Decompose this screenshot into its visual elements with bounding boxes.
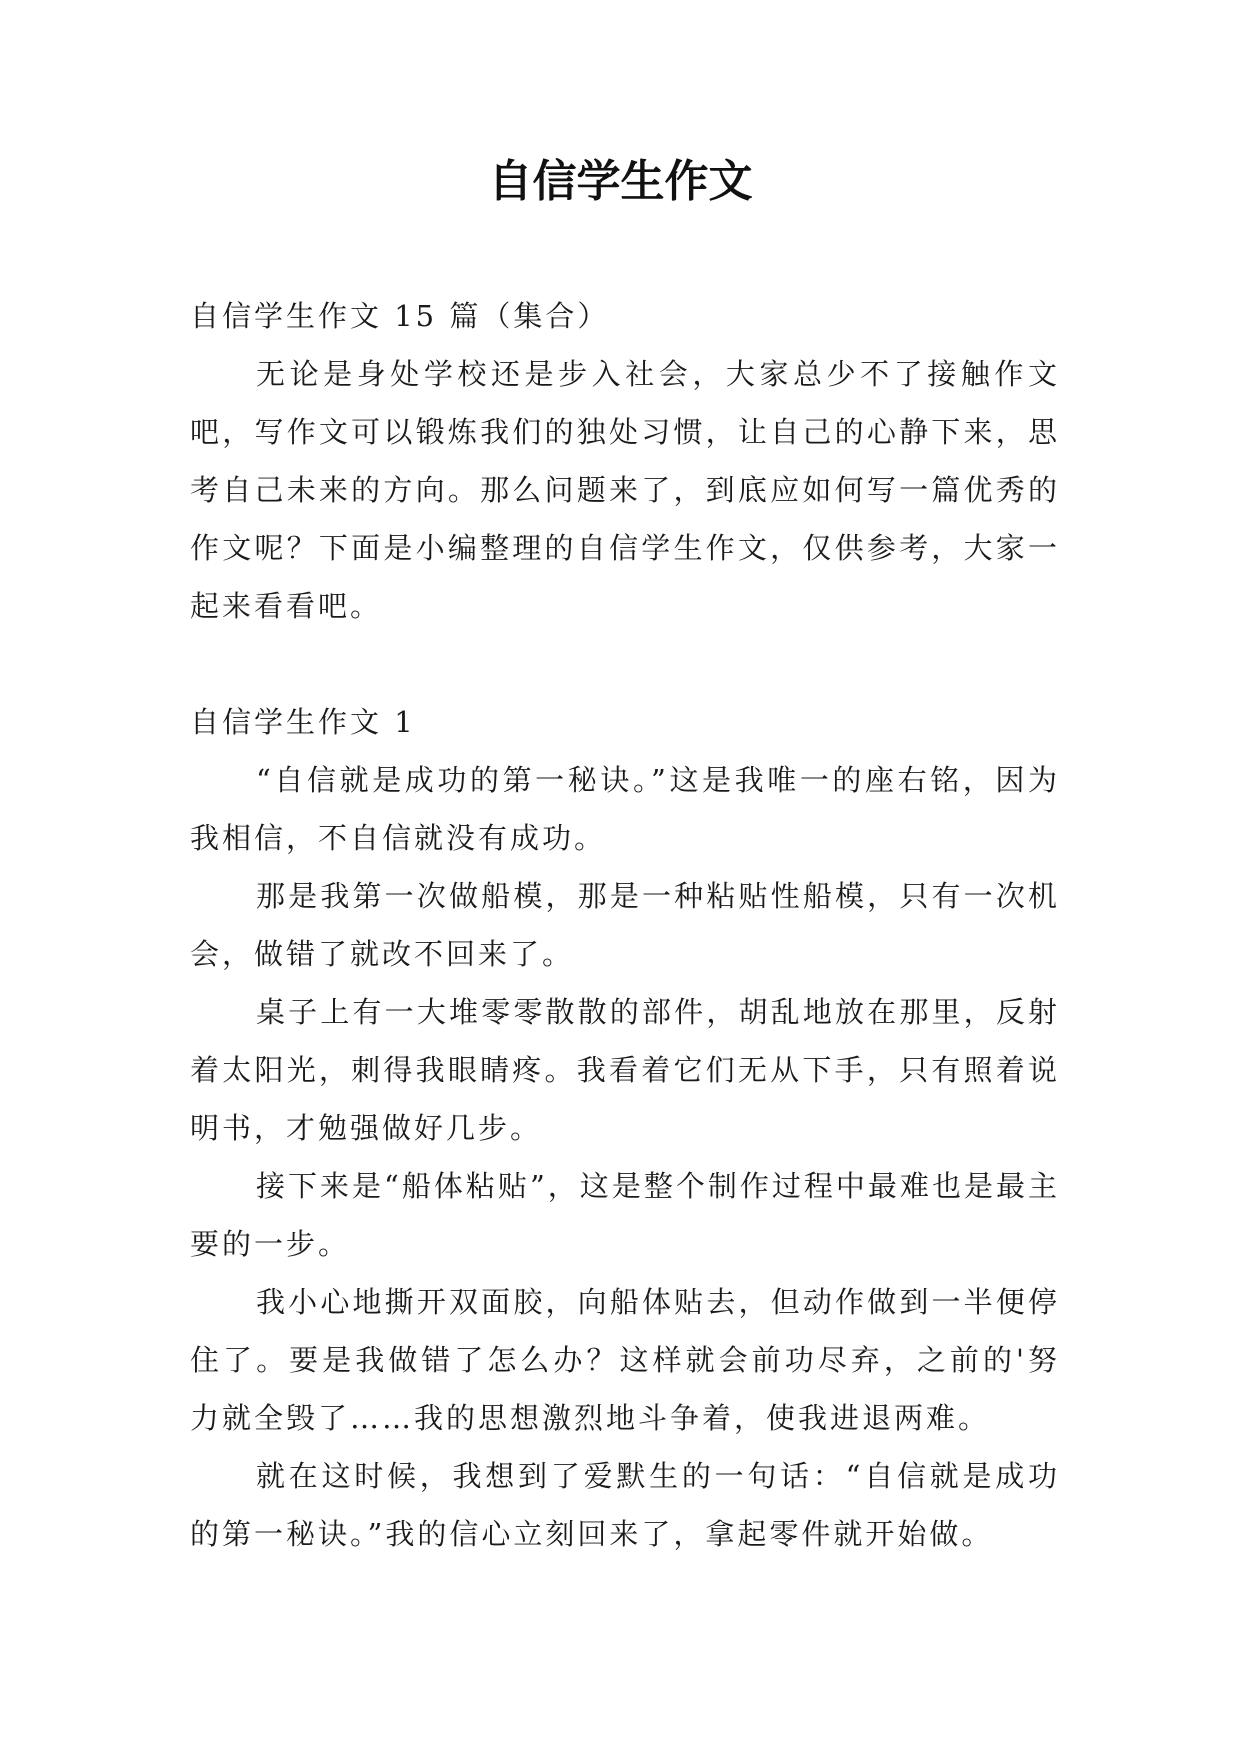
essay-1-paragraph: 就在这时候，我想到了爱默生的一句话：“自信就是成功的第一秘诀。”我的信心立刻回来了，拿起零件就开始做。: [190, 1459, 1060, 1551]
intro-paragraph: 无论是身处学校还是步入社会，大家总少不了接触作文吧，写作文可以锻炼我们的独处习惯，让自己的心静下来，思考自己未来的方向。那么问题来了，到底应如何写一篇优秀的作文呢？下面是小编整理的自信学生作文，仅供参考，大家一起来看看吧。: [190, 357, 1060, 623]
document-body: [190, 287, 1060, 1563]
essay-1-paragraph: 那是我第一次做船模，那是一种粘贴性船模，只有一次机会，做错了就改不回来了。: [190, 879, 1060, 971]
essay-1-paragraph: “自信就是成功的第一秘诀。”这是我唯一的座右铭，因为我相信，不自信就没有成功。: [190, 763, 1060, 855]
essay-1-heading: 自信学生作文 1: [190, 705, 416, 739]
collection-subtitle: 自信学生作文 15 篇（集合）: [190, 299, 610, 333]
essay-1-paragraph: 接下来是“船体粘贴”，这是整个制作过程中最难也是最主要的一步。: [190, 1169, 1060, 1261]
essay-1-paragraph: 桌子上有一大堆零零散散的部件，胡乱地放在那里，反射着太阳光，刺得我眼睛疼。我看着它们无从下手，只有照着说明书，才勉强做好几步。: [190, 995, 1060, 1145]
essay-1-paragraph: 我小心地撕开双面胶，向船体贴去，但动作做到一半便停住了。要是我做错了怎么办？这样就会前功尽弃，之前的'努力就全毁了……我的思想激烈地斗争着，使我进退两难。: [190, 1285, 1060, 1435]
document-title: 自信学生作文: [488, 156, 753, 207]
section-spacer: [190, 635, 1060, 693]
